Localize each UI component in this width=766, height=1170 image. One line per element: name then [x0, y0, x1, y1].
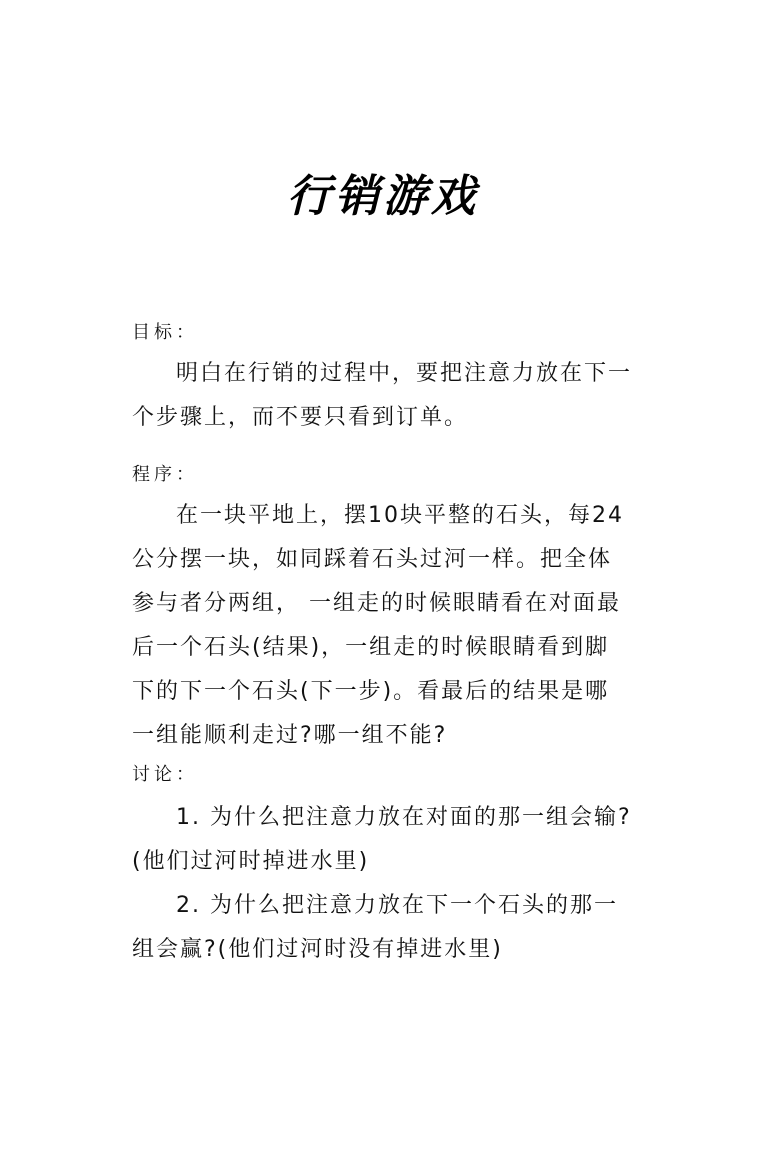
- discussion-item-1: 1. 为什么把注意力放在对面的那一组会输?(他们过河时掉进水里): [132, 805, 632, 874]
- procedure-label: 程序：: [132, 464, 198, 485]
- procedure-text: 在一块平地上，摆10块平整的石头，每24公分摆一块，如同踩着石头过河一样。把全体参与者分两组， 一组走的时候眼睛看在对面最后一个石头(结果)，一组走的时候眼睛看到脚下的下一个石头(下一步)。看最后的结果是哪一组能顺利走过?哪一组不能?: [132, 503, 624, 748]
- discussion-item-2: 2. 为什么把注意力放在下一个石头的那一组会赢?(他们过河时没有掉进水里): [132, 893, 618, 962]
- objective-text: 明白在行销的过程中，要把注意力放在下一个步骤上，而不要只看到订单。: [132, 361, 633, 430]
- objective-label: 目标：: [132, 322, 198, 343]
- discussion-label: 讨论：: [132, 764, 198, 785]
- page-title: 行销游戏: [287, 171, 479, 222]
